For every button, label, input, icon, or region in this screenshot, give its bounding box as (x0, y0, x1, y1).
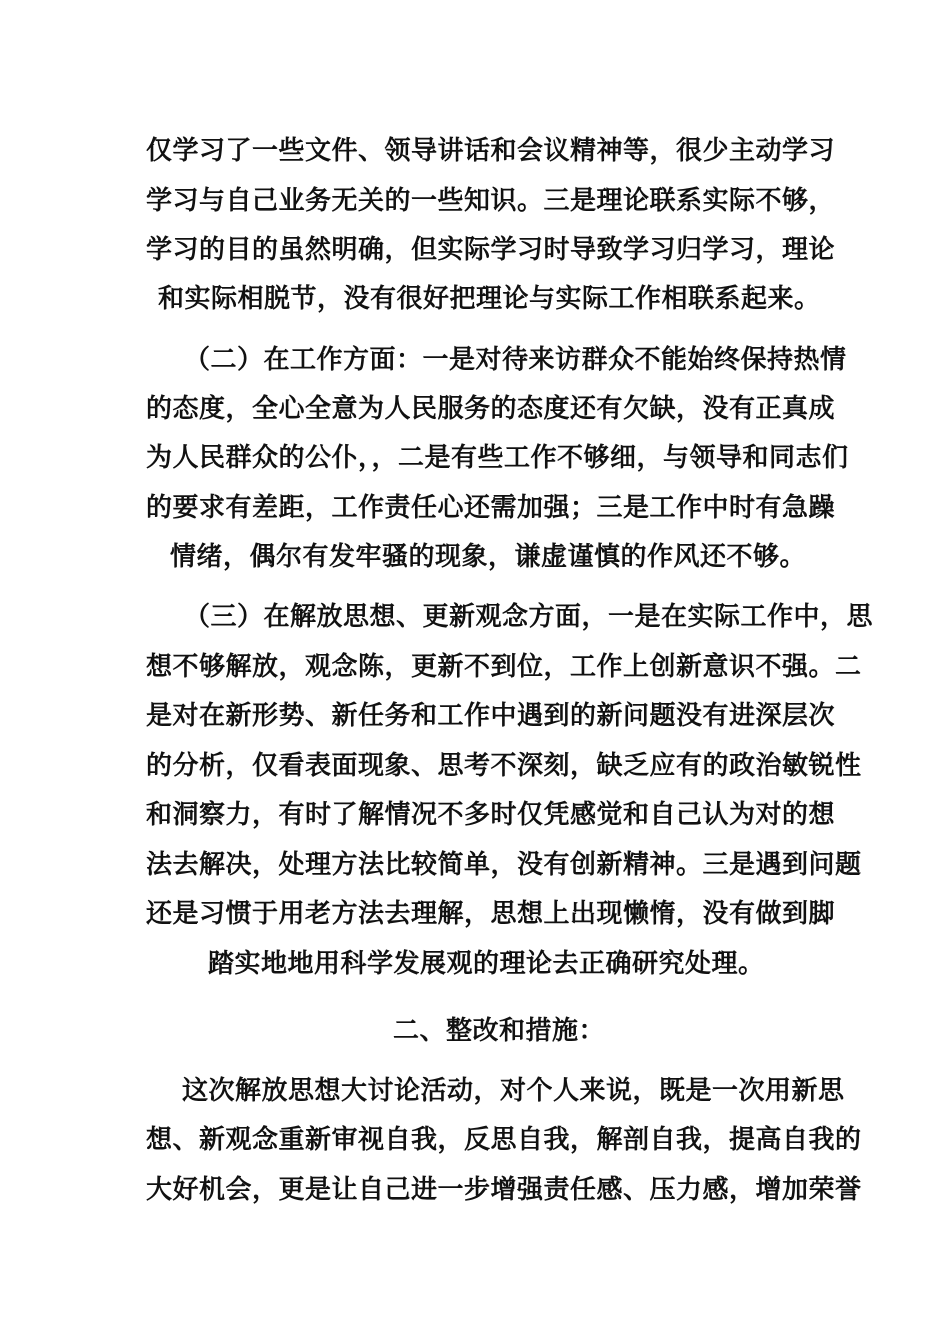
text-line: 想、新观念重新审视自我，反思自我，解剖自我，提高自我的 (146, 1125, 862, 1155)
text-line: 的分析，仅看表面现象、思考不深刻，缺乏应有的政治敏锐性 (146, 751, 862, 781)
text-line: 踏实地地用科学发展观的理论去正确研究处理。 (208, 949, 765, 979)
text-line: 仅学习了一些文件、领导讲话和会议精神等，很少主动学习 (146, 136, 836, 166)
text-line: 学习与自己业务无关的一些知识。三是理论联系实际不够， (146, 186, 836, 216)
text-line: 法去解决，处理方法比较简单，没有创新精神。三是遇到问题 (146, 850, 862, 880)
section-heading: 二、整改和措施： (393, 1016, 606, 1046)
text-line: 的要求有差距，工作责任心还需加强；三是工作中时有急躁 (146, 493, 836, 523)
text-line: 和洞察力，有时了解情况不多时仅凭感觉和自己认为对的想 (146, 800, 836, 830)
text-line: 想不够解放，观念陈，更新不到位，工作上创新意识不强。二 (146, 652, 862, 682)
paragraph-first-line: 这次解放思想大讨论活动，对个人来说，既是一次用新思 (182, 1076, 845, 1106)
text-line: 学习的目的虽然明确，但实际学习时导致学习归学习，理论 (146, 235, 836, 265)
text-line: 大好机会，更是让自己进一步增强责任感、压力感，增加荣誉 (146, 1175, 862, 1205)
text-line: 和实际相脱节，没有很好把理论与实际工作相联系起来。 (158, 284, 821, 314)
text-line: 还是习惯于用老方法去理解，思想上出现懒惰，没有做到脚 (146, 899, 836, 929)
section-two-heading-line: （二）在工作方面：一是对待来访群众不能始终保持热情 (184, 345, 847, 375)
section-three-heading-line: （三）在解放思想、更新观念方面，一是在实际工作中，思 (184, 602, 874, 632)
text-line: 为人民群众的公仆，，二是有些工作不够细，与领导和同志们 (146, 443, 849, 473)
text-line: 情绪，偶尔有发牢骚的现象，谦虚谨慎的作风还不够。 (170, 542, 807, 572)
text-line: 的态度，全心全意为人民服务的态度还有欠缺，没有正真成 (146, 394, 836, 424)
text-line: 是对在新形势、新任务和工作中遇到的新问题没有进深层次 (146, 701, 836, 731)
